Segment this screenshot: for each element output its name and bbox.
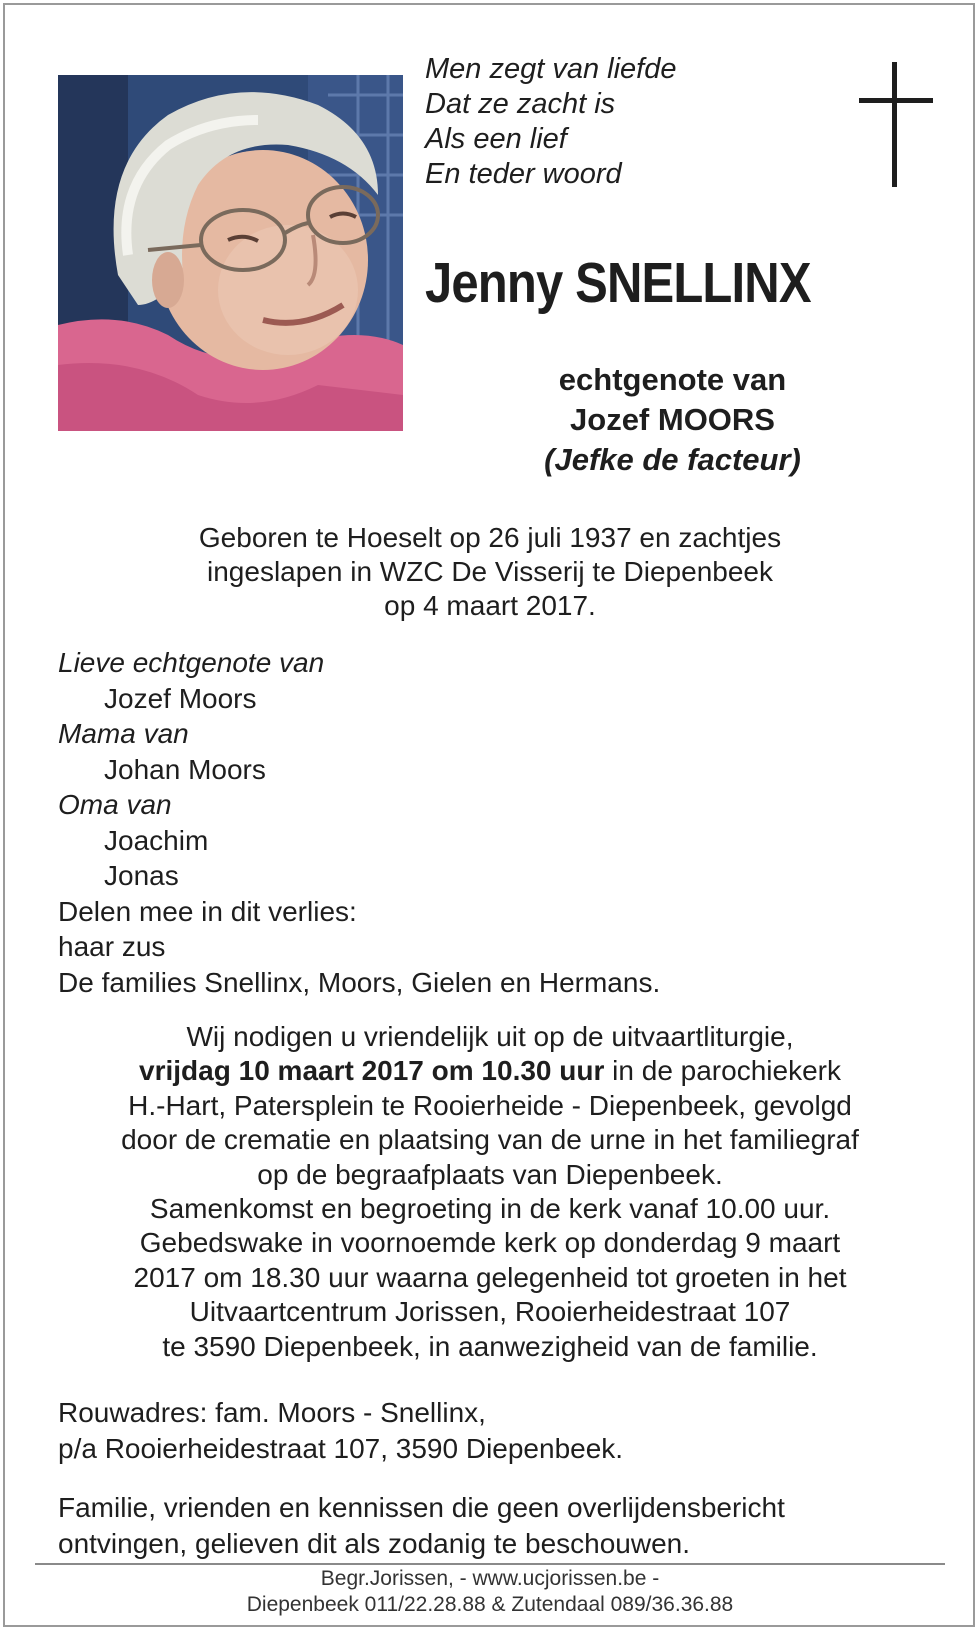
text-line: op 4 maart 2017.: [384, 590, 596, 621]
mourning-address: [58, 1395, 623, 1467]
footer-line: Diepenbeek 011/22.28.88 & Zutendaal 089/36.36.88: [246, 1593, 734, 1616]
poem-line: Dat ze zacht is: [425, 88, 616, 120]
family-heading: Lieve echtgenote van: [58, 647, 325, 678]
cross-icon: [859, 62, 933, 187]
deceased-name: Jenny SNELLINX: [425, 251, 811, 315]
text-line: Geboren te Hoeselt op 26 juli 1937 en zachtjes: [198, 522, 782, 553]
footer-line: Begr.Jorissen, - www.ucjorissen.be -: [320, 1567, 660, 1590]
text-line: Samenkomst en begroeting in de kerk vanaf 10.00 uur.: [149, 1193, 831, 1225]
spouse-block: [470, 360, 875, 480]
text-line: Uitvaartcentrum Jorissen, Rooierheidestraat 107: [189, 1296, 791, 1328]
family-heading: Mama van: [58, 718, 189, 749]
text-line: ingeslapen in WZC De Visserij te Diepenbeek: [207, 556, 773, 587]
spouse-label: echtgenote van: [558, 362, 787, 397]
funeral-invitation: [40, 1020, 940, 1364]
family-member: Joachim: [104, 824, 209, 856]
poem-line: En teder woord: [425, 158, 622, 190]
birth-death-text: [60, 521, 920, 623]
poem: [425, 52, 676, 192]
family-member: haar zus: [58, 931, 166, 962]
text-line: Gebedswake in voornoemde kerk op donderdag 9 maart: [139, 1227, 841, 1259]
family-heading: Delen mee in dit verlies:: [58, 895, 357, 927]
text-line: door de crematie en plaatsing van de urne in het familiegraf: [121, 1124, 859, 1156]
poem-line: Als een lief: [425, 123, 567, 155]
family-member: Johan Moors: [104, 753, 266, 785]
spouse-name: Jozef MOORS: [570, 402, 775, 437]
footer: [35, 1566, 945, 1618]
text-line: Wij nodigen u vriendelijk uit op de uitvaartliturgie,: [186, 1021, 794, 1052]
service-datetime: vrijdag 10 maart 2017 om 10.30 uur: [139, 1055, 605, 1087]
text-line: p/a Rooierheidestraat 107, 3590 Diepenbeek.: [58, 1433, 624, 1464]
text-line: H.-Hart, Patersplein te Rooierheide - Diepenbeek, gevolgd: [128, 1089, 852, 1121]
spouse-nickname: (Jefke de facteur): [544, 442, 801, 477]
text-line: op de begraafplaats van Diepenbeek.: [257, 1158, 723, 1190]
text-line: [40, 1054, 940, 1088]
text-line: ontvingen, gelieven dit als zodanig te beschouwen.: [58, 1528, 690, 1559]
portrait-photo: [58, 75, 403, 431]
text-segment: in de parochiekerk: [604, 1055, 841, 1087]
text-line: Rouwadres: fam. Moors - Snellinx,: [58, 1397, 486, 1428]
family-member: Jonas: [104, 860, 179, 891]
family-list: [58, 645, 660, 1000]
text-line: Familie, vrienden en kennissen die geen overlijdensbericht: [58, 1492, 785, 1523]
family-member: Jozef Moors: [104, 682, 257, 714]
poem-line: Men zegt van liefde: [425, 53, 677, 85]
notice-text: [58, 1490, 785, 1562]
family-member: De families Snellinx, Moors, Gielen en Hermans.: [58, 966, 661, 998]
family-heading: Oma van: [58, 789, 172, 820]
footer-divider: [35, 1563, 945, 1565]
text-line: te 3590 Diepenbeek, in aanwezigheid van de familie.: [162, 1330, 818, 1362]
text-line: 2017 om 18.30 uur waarna gelegenheid tot groeten in het: [133, 1261, 847, 1293]
